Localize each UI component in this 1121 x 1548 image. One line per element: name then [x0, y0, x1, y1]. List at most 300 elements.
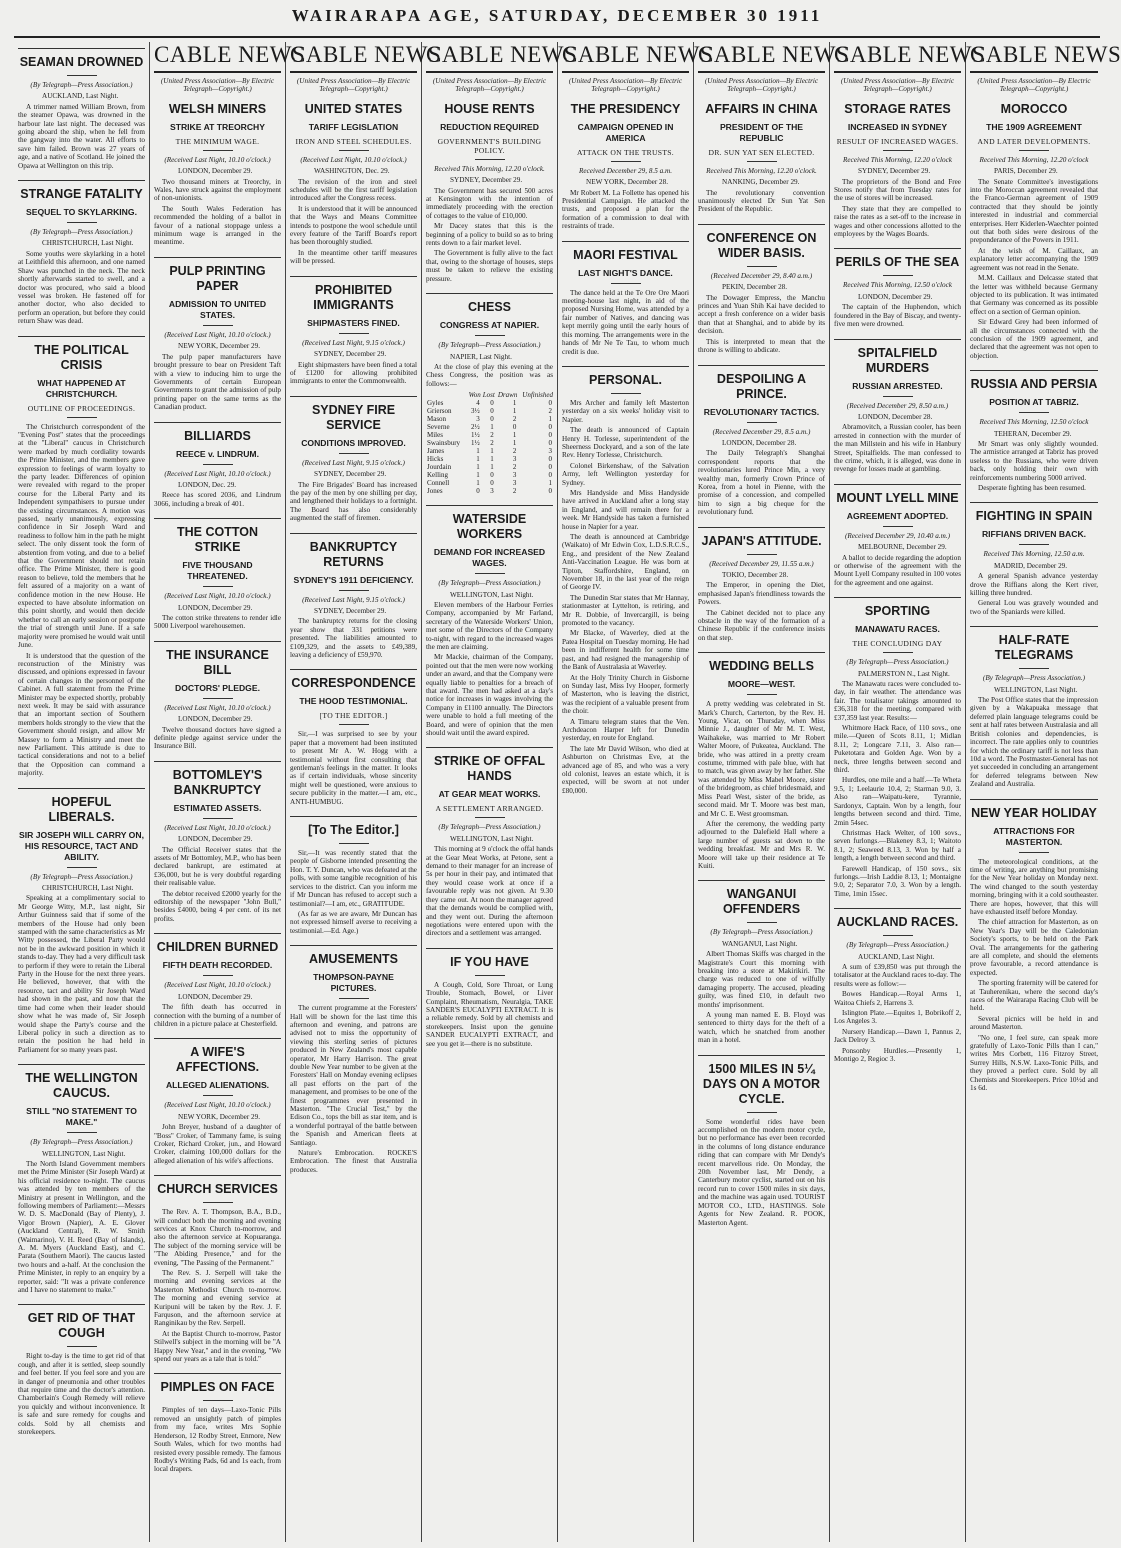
article-subheadline: CONGRESS AT NAPIER.	[439, 320, 540, 331]
cable-news-heading: CABLE NEWS	[834, 42, 961, 73]
article-deck: THE MINIMUM WAGE.	[175, 136, 260, 146]
article-paragraph: The Dunedin Star states that Mr Hannay, stationmaster at Lyttelton, is retiring, and Mr R. Dobbie, of Invercargill, is being promoted to the vacancy.	[562, 593, 689, 628]
article-paragraph: The Official Receiver states that the assets of Mr Bottomley, M.P., who has been declared bankrupt, are estimated at £36,000, but he is very doubtful regarding their realisable value.	[154, 845, 281, 888]
article-headline: BOTTOMLEY'S BANKRUPTCY	[172, 767, 263, 797]
article-paragraph: The sporting fraternity will be catered for at Tauherenikau, where the second day's races of the Wairarapa Racing Club will be held.	[970, 979, 1098, 1013]
article-deck: GOVERNMENT'S BUILDING POLICY.	[437, 136, 542, 155]
article-dateline: WELLINGTON, Last Night.	[42, 1149, 126, 1158]
table-cell: 2	[548, 407, 552, 416]
table-cell: 2	[512, 463, 517, 472]
article-paragraph: They state that they are compelled to raise the rates as a set-off to the increase in wages and other concessions allotted to the employees by the Wages Boards.	[834, 204, 961, 239]
newspaper-column	[830, 42, 986, 1542]
article-source: Received This Morning, 12.20 o'clock	[979, 155, 1089, 164]
article	[154, 933, 281, 1028]
column-rule	[698, 880, 825, 881]
article-source: (By Telegraph—Press Association.)	[982, 674, 1086, 683]
article	[562, 102, 689, 231]
article	[698, 224, 825, 355]
column-rule	[970, 626, 1098, 627]
column-rule	[18, 1304, 145, 1305]
article	[426, 948, 553, 1048]
article-subheadline: SIR JOSEPH WILL CARRY ON, HIS RESOURCE, TACT AND ABILITY.	[19, 829, 144, 862]
article	[970, 370, 1098, 492]
article-headline: THE PRESIDENCY	[570, 101, 681, 116]
short-rule	[747, 694, 777, 695]
table-cell: 3	[512, 471, 517, 480]
short-rule	[203, 1202, 233, 1203]
article-dateline: PALMERSTON N., Last Night.	[858, 669, 950, 678]
article-paragraph: A sum of £39,850 was put through the totalisator at the Auckland races to-day. The results were as follow:—	[834, 962, 961, 988]
article-headline: SPITALFIELD MURDERS	[857, 345, 938, 375]
short-rule	[747, 266, 777, 267]
article-paragraph: Eight shipmasters have been fined a total of £1200 for allowing prohibited immigrants to enter the Commonwealth.	[290, 360, 417, 386]
short-rule	[67, 222, 97, 223]
article-deck: DR. SUN YAT SEN ELECTED.	[708, 147, 815, 157]
article-subheadline: LAST NIGHT'S DANCE.	[578, 267, 673, 278]
short-rule	[203, 150, 233, 151]
table-cell: 0	[548, 439, 552, 448]
table-cell: 0	[490, 471, 494, 480]
article-paragraph: Mr Mackie, chairman of the Company, pointed out that the men were now working under an award, and that the Company were equally liable to penalties for a breach of that award. The men had asked at a day's notice for increases in wages involving the Company in £1100 annually. The Directors were unable to hold a full meeting of the Board, and were of opinion that the men should wait until the award expired.	[426, 653, 553, 738]
table-cell: 1½	[471, 439, 480, 448]
column-rule	[290, 276, 417, 277]
short-rule	[1019, 412, 1049, 413]
column-rule	[834, 248, 961, 249]
article-dateline: SYDNEY, December 29.	[314, 606, 387, 615]
article	[834, 484, 961, 587]
article-headline: AUCKLAND RACES.	[836, 915, 959, 930]
short-rule	[611, 393, 641, 394]
short-rule	[883, 396, 913, 397]
article-paragraph: Mr Robert M. La Follette has opened his Presidential Campaign. He attacked the trusts, and proposed a plan for the formation of a commission to deal with restraints of trade.	[562, 188, 689, 231]
article-dateline: SYDNEY, December 29.	[450, 176, 523, 185]
article-source: Received This Morning, 12.20 o'clock.	[434, 164, 545, 173]
cable-copyright-note: (United Press Association—By Electric Telegraph—Copyright.)	[568, 77, 683, 94]
article-paragraph: The Government has secured 500 acres at Kensington with the intention of immediately proceeding with the erection of cottages to the value of £10,000.	[426, 186, 553, 220]
article-source: (Received Last Night, 10.10 o'clock.)	[300, 155, 407, 164]
article-source: (By Telegraph—Press Association.)	[30, 872, 133, 881]
article-paragraph: Mr Dacey states that this is the beginning of a policy to build so as to bring rents down to a fair market level.	[426, 222, 553, 248]
article-source: Received December 29, 8.5 a.m.	[579, 166, 672, 175]
article-paragraph: The bankruptcy returns for the closing year show that 331 petitions were presented. The liabilities amounted to £109,329, and the assets to £49,389, leaving a deficiency of £59,970.	[290, 617, 417, 659]
article	[154, 761, 281, 923]
article-paragraph: Farewell Handicap, of 150 sovs., six furlongs.—Irish Laddie 8.13, 1; Montaigne 9.0, 2; Separator 7.0, 3. Won by a length. Time, 1min 15sec.	[834, 864, 961, 898]
short-rule	[747, 1112, 777, 1113]
article-source: (Received Last Night, 10.10 o'clock.)	[164, 469, 271, 478]
table-cell: 1½	[471, 431, 480, 440]
article-source: (Received December 29, 8.40 a.m.)	[710, 271, 813, 280]
column-rule	[426, 747, 553, 748]
chess-results-table	[426, 391, 553, 495]
column-rule	[970, 799, 1098, 800]
table-cell: 1	[512, 439, 517, 448]
article-source: (Received Last Night, 10.10 o'clock.)	[164, 592, 271, 601]
table-header-cell	[426, 391, 467, 399]
article-dateline: CHRISTCHURCH, Last Night.	[42, 239, 134, 248]
short-rule	[747, 161, 777, 162]
table-row	[426, 423, 553, 431]
column-rule	[426, 948, 553, 949]
column-rule	[426, 293, 553, 294]
article	[154, 102, 281, 247]
column-rule	[154, 1038, 281, 1039]
article-paragraph: Eleven members of the Harbour Ferries Company, accompanied by Mr Farland, secretary of the Waterside Workers' Union, met some of the Directors of the Company to-night, with regard to the increased wages the men are claiming.	[426, 600, 553, 651]
article-subheadline: DOCTORS' PLEDGE.	[175, 682, 260, 693]
article-paragraph: General Lou was gravely wounded and two of the Spaniards were killed.	[970, 599, 1098, 616]
article	[698, 1055, 825, 1227]
article-paragraph: The captain of the Huphendon, which foundered in the Bay of Biscay, and twenty-five men were drowned.	[834, 303, 961, 329]
short-rule	[747, 922, 777, 923]
article-source: (By Telegraph—Press Association.)	[30, 228, 133, 237]
table-cell: Miles	[427, 431, 443, 440]
article-paragraph: The death is announced at Cambridge (Waikato) of Mr Edwin Cox, L.D.S.R.C.S., Eng., and president of the New Zealand Anti-Vaccination League. He was born at Tipton, Staffordshire, England, on November 18, in the last year of the reign of George IV.	[562, 533, 689, 592]
article-deck: OUTLINE OF PROCEEDINGS.	[27, 403, 136, 413]
column-rule	[18, 1064, 145, 1065]
article-source: (By Telegraph—Press Association.)	[846, 658, 949, 667]
article-paragraph: A trimmer named William Brown, from the steamer Opawa, was drowned in the harbour late last night. The deceased was going aboard the ship, when he fell from the gangway into the water. All efforts to save him failed. Brown was 27 years of age, and a native of Scotland. He joined the Opawa at Wellington on this trip.	[18, 102, 145, 170]
article-headline: CHILDREN BURNED	[156, 940, 279, 955]
article-subheadline: WHAT HAPPENED AT CHRISTCHURCH.	[37, 377, 126, 399]
article-paragraph: The Rev. S. J. Serpell will take the morning and evening services at the Masterton Methodist Church to-morrow. The morning and evening service at Kuripuni will be taken by the Rev. J. F. Farquson, and the afternoon service at Ranginikau by the Rev. Serpell.	[154, 1269, 281, 1328]
article-headline: WELSH MINERS	[168, 101, 267, 116]
article-source: (By Telegraph—Press Association.)	[710, 928, 813, 937]
table-header-cell: Unfinished	[522, 391, 553, 400]
article-deck: AND LATER DEVELOPMENTS.	[977, 136, 1091, 146]
article-paragraph: "No one, I feel sure, can speak more gratefully of Laxo-Tonic Pills than I can," writes Mrs Corbett, 116 Fitzroy Street, Surrey Hills, N.S.W. Laxo-Tonic Pills, and they proved a perfect cure. Sold by all Chemists and Storekeepers. Price 10½d and 1s 6d.	[970, 1033, 1098, 1093]
article-headline: PROHIBITED IMMIGRANTS	[313, 282, 394, 312]
column-rule	[18, 48, 145, 49]
article-headline: PERILS OF THE SEA	[835, 255, 960, 270]
short-rule	[67, 1132, 97, 1133]
table-cell: 3	[490, 487, 494, 496]
article-headline: HOPEFUL LIBERALS.	[48, 794, 115, 824]
article-headline: PIMPLES ON FACE	[160, 1380, 275, 1395]
article-paragraph: Mr Blacke, of Waverley, died at the Patea Hospital on Tuesday morning. He had been in indifferent health for some time past, and had resigned the managership of the Bank of Australasia at Waverley.	[562, 629, 689, 672]
article-paragraph: After the ceremony, the wedding party adjourned to the Dalefield Hall where a large number of guests sat down to the wedding breakfast. Mr and Mrs R. W. Moore will take up their residence at Te Kuiti.	[698, 819, 825, 870]
newspaper-column	[694, 42, 850, 1542]
article-deck: IRON AND STEEL SCHEDULES.	[295, 136, 412, 146]
article-headline: PERSONAL.	[589, 372, 662, 387]
table-cell: 0	[490, 407, 494, 416]
article-dateline: NEW YORK, December 29.	[178, 342, 261, 351]
table-cell: 3	[512, 455, 517, 464]
article-paragraph: In the meantime other tariff measures will be pressed.	[290, 248, 417, 266]
column-rule	[970, 502, 1098, 503]
table-row	[426, 407, 553, 415]
table-row	[426, 415, 553, 423]
column-rule	[290, 533, 417, 534]
article-dateline: LONDON, December 28.	[722, 438, 797, 447]
article-paragraph: Bowes Handicap.—Royal Arms 1, Waitoa Chiefs 2, Harrens 3.	[834, 990, 961, 1007]
article-paragraph: At the Holy Trinity Church in Gisborne on Sunday last, Miss Ivy Hooper, formerly of Masterton, who is leaving the district, was the recipient of a valuable present from the choir.	[562, 673, 689, 716]
short-rule	[339, 724, 369, 725]
table-header-cell: Drawn	[497, 391, 518, 400]
short-rule	[67, 75, 97, 76]
article-subheadline: STRIKE AT TREORCHY	[169, 121, 265, 132]
short-rule	[883, 935, 913, 936]
article-dateline: SYDNEY, December 29.	[858, 167, 931, 176]
short-rule	[67, 1346, 97, 1347]
article-paragraph: The Christchurch correspondent of the "Evening Post" states that the proceedings at the "Liberal" caucus in Christchurch were marked by much cordiality towards the Prime Minister, and the members gave expression to feelings of warm loyalty to the party leader. Differences of opinion were revealed with regard to the proper course for the Liberal Party and its Independent sympathisers to pursue under the existing circumstances. A motion was passed, nearly unanimously, expressing confidence in Sir Joseph Ward and readiness to follow him in the path he might select. The only dissent took the form of abstention from voting, and due to a belief that the Government should not retain office. The Prime Minister, there is good reason to believe, told the members that he felt assured of a majority on a want of confidence motion in the new House. He expected to have absolute information on this point shortly, and would then decide whether to call an early session or postpone the trial of strength until June. If a safe majority were promised he would wait until June.	[18, 422, 145, 650]
newspaper-page	[14, 42, 1121, 1542]
article-subheadline: AT GEAR MEAT WORKS.	[438, 789, 541, 800]
article	[154, 257, 281, 412]
short-rule	[339, 998, 369, 999]
table-cell: Grierson	[427, 407, 452, 416]
article-headline: CHURCH SERVICES	[157, 1182, 278, 1197]
article-headline: FIGHTING IN SPAIN	[975, 509, 1093, 524]
article-paragraph: Mrs Handyside and Miss Handyside have arrived in Auckland after a long stay in England, and will remain there for a week. Mr Handyside has taken a furnished house in Napier for a year.	[562, 488, 689, 531]
column-rule	[290, 816, 417, 817]
article-deck: ATTACK ON THE TRUSTS.	[577, 147, 674, 157]
article-dateline: AUCKLAND, Last Night.	[42, 92, 119, 101]
article-paragraph: This is interpreted to mean that the throne is willing to abdicate.	[698, 337, 825, 355]
article-paragraph: This morning at 9 o'clock the offal hands at the Gear Meat Works, at Petone, sent a demand to their manager for an increase of 5s per hour in their pay, and intimated that they would cease work at once if a favourable reply was not given. At 9.30 they came out. At noon the manager agreed that the demands would be complied with, and they went out. During the afternoon negotiations were entered upon with the directors and a settlement was arranged.	[426, 845, 553, 938]
article-paragraph: The Daily Telegraph's Shanghai correspondent reports that the revolutionaries lured Prince Min, a very wealthy man, formerly Crown Prince of Korea, from a hotel in Pienne, with the promise of a concession, and compelled him to sign a big cheque for the revolutionary fund.	[698, 449, 825, 517]
article-paragraph: Albert Thomas Skiffs was charged in the Magistrate's Court this morning with breaking into a store at Makirikiri. The charge was reduced to one of wilfully damaging property. The accused, pleading guilty, was fined £10, in default two months' imprisonment.	[698, 950, 825, 1009]
short-rule	[339, 333, 369, 334]
table-cell: 0	[512, 423, 517, 432]
article-paragraph: Nursery Handicap.—Dawn 1, Pannus 2, Jack Delroy 3.	[834, 1027, 961, 1045]
article-source: (Received Last Night, 9.15 o'clock.)	[302, 458, 405, 467]
article-subheadline: SEQUEL TO SKYLARKING.	[26, 207, 137, 218]
table-row	[426, 431, 553, 439]
article-headline: IF YOU HAVE	[450, 954, 529, 969]
cable-copyright-note: (United Press Association—By Electric Telegraph—Copyright.)	[160, 77, 275, 94]
article-dateline: AUCKLAND, Last Night.	[858, 952, 935, 961]
table-cell: 1	[476, 463, 480, 472]
article	[834, 248, 961, 328]
article-paragraph: A young man named E. B. Floyd was sentenced to thirty days for the theft of a watch, which he snatched from another man in a hotel.	[698, 1011, 825, 1045]
article-paragraph: The Manawatu races were concluded to-day, in fair weather. The attendance was fair. The totalisator takings amounted to £36,318 for the meeting, compared with £37,359 last year. Results:—	[834, 680, 961, 722]
article-dateline: LONDON, December 29.	[178, 715, 253, 724]
cable-copyright-note: (United Press Association—By Electric Telegraph—Copyright.)	[704, 77, 819, 94]
table-header-cell: Won	[468, 391, 481, 400]
short-rule	[203, 1095, 233, 1096]
column-rule	[154, 1373, 281, 1374]
column-rule	[154, 761, 281, 762]
column-rule	[290, 396, 417, 397]
column-rule	[290, 669, 417, 670]
article-paragraph: Hurdles, one mile and a half.—Te Wheta 9.5, 1; Leelaurie 10.4, 2; Starman 9.0, 3. Also ran—Waipatu-kere, Tyrannie, Sardonyx, Captain. Won by a length, four lengths between second and third. Time, 2min 54sec.	[834, 776, 961, 827]
article-dateline: LONDON, December 28.	[858, 412, 933, 421]
article	[834, 102, 961, 239]
article-source: (Received December 29, 8.5 a.m.)	[712, 427, 811, 436]
article-paragraph: The South Wales Federation has recommended the holding of a ballot in favour of a national stoppage unless a minimum wage is arranged in the meantime.	[154, 204, 281, 247]
article	[698, 527, 825, 643]
table-cell: 0	[548, 431, 552, 440]
article-headline: THE INSURANCE BILL	[166, 647, 269, 677]
table-cell: 1	[490, 463, 494, 472]
short-rule	[747, 554, 777, 555]
article-headline: GET RID OF THAT COUGH	[27, 1311, 136, 1341]
article-subheadline: REVOLUTIONARY TACTICS.	[703, 406, 820, 417]
article	[18, 788, 145, 1055]
table-cell: 1	[490, 423, 494, 432]
article-source: (Received December 29, 10.40 a.m.)	[845, 531, 950, 540]
article-headline: STRANGE FATALITY	[20, 187, 143, 202]
article-headline: AMUSEMENTS	[309, 952, 398, 967]
short-rule	[339, 453, 369, 454]
article	[290, 533, 417, 660]
article-paragraph: Nature's Embrocation. ROCKE'S Embrocation. The finest that Australia produces.	[290, 1149, 417, 1174]
article-headline: A WIFE'S AFFECTIONS.	[175, 1045, 260, 1075]
article	[970, 626, 1098, 788]
newspaper-column	[14, 42, 150, 1542]
column-rule	[154, 518, 281, 519]
article-source: Received This Morning, 12.50 o'clock	[843, 281, 952, 290]
article	[698, 365, 825, 517]
article-subheadline: CONDITIONS IMPROVED.	[301, 437, 406, 448]
newspaper-column	[558, 42, 714, 1542]
article	[834, 339, 961, 474]
short-rule	[1019, 150, 1049, 151]
article-subheadline: SYDNEY'S 1911 DEFICIENCY.	[293, 574, 414, 585]
article-headline: DESPOILING A PRINCE.	[716, 371, 807, 401]
article-paragraph: At the Baptist Church to-morrow, Pastor Stilwell's subject in the morning will be "A Happy New Year," and in the evening, "We spend our years as a tale that is told."	[154, 1329, 281, 1364]
newspaper-column	[966, 42, 1121, 1542]
table-cell: 1	[490, 455, 494, 464]
table-cell: 1	[512, 431, 517, 440]
article-paragraph: The Government is fully alive to the fact that, owing to the shortage of houses, steps must be taken to relieve the existing pressure.	[426, 249, 553, 283]
table-cell: James	[427, 447, 445, 456]
short-rule	[203, 698, 233, 699]
article-subheadline: CAMPAIGN OPENED IN AMERICA	[577, 121, 674, 143]
article-headline: CORRESPONDENCE	[291, 676, 416, 691]
cable-news-heading: CABLE NEWS	[290, 42, 417, 73]
column-rule	[18, 180, 145, 181]
article-paragraph: The Senate Committee's investigations into the Moroccan agreement revealed that the Franco-German agreement of 1909 contracted that they should be jointly interested in industrial and commercial enterprises. Herr Kiderlen-Waechter pointed out that both sides were desirous of the preponderance of the Powers in 1911.	[970, 177, 1098, 245]
article-paragraph: Desperate fighting has been resumed.	[978, 484, 1086, 492]
short-rule	[1019, 544, 1049, 545]
cable-news-heading: CABLE NEWS	[426, 42, 553, 73]
masthead-rule	[14, 36, 1100, 38]
article	[154, 1373, 281, 1473]
article-deck: THE CONCLUDING DAY	[852, 639, 943, 649]
table-cell: 1	[476, 455, 480, 464]
article-subheadline: FIVE THOUSAND THREATENED.	[182, 560, 253, 582]
article-paragraph: Sir Edward Grey had been informed of all the circumstances connected with the conclusion of the 1909 agreement, and declared that the agreement was not open to objection.	[970, 318, 1098, 360]
article-paragraph: A Cough, Cold, Sore Throat, or Lung Trouble, Stomach, Bowel, or Liver Complaint, Rheumatism, Neuralgia, TAKE SANDER'S EUCALYPTI EXTRACT. It is a reliable remedy. Sold by all chemists and storekeepers. Insist upon the genuine SANDER EUCALYPTI EXTRACT, and see you get it—there is no substitute.	[426, 980, 553, 1048]
column-rule	[562, 241, 689, 242]
table-cell: 3	[476, 415, 480, 424]
article-subheadline: ESTIMATED ASSETS.	[173, 802, 262, 813]
article-paragraph: The Fire Brigades' Board has increased the pay of the men by one shilling per day, and lengthened their holidays to a fortnight. The Board has also considerably augmented the staff of firemen.	[290, 480, 417, 523]
table-cell: Hicks	[427, 455, 444, 464]
article-deck: A SETTLEMENT ARRANGED.	[435, 804, 544, 814]
table-cell: Connell	[427, 479, 450, 488]
article	[970, 102, 1098, 360]
article-paragraph: It is understood that the question of the reconstruction of the Ministry was discussed, and opinions expressed in favour of certain changes in the personnel of the Cabinet. A full statement from the Prime Minister may be expected shortly, probably next week. It may be said with assurance that an important section of Southern members holds strongly to the view that the Government should resign, and allow Mr Massey to form a Ministry and meet the new Parliament. This attitude is due to tactical considerations and not to a belief that the Opposition can command a majority.	[18, 651, 145, 778]
table-cell: 2	[490, 431, 494, 440]
article-dateline: WELLINGTON, Last Night.	[994, 685, 1078, 694]
article	[154, 518, 281, 631]
article-dateline: LONDON, Dec. 29.	[178, 480, 237, 489]
article-paragraph: John Breyer, husband of a daughter of "Boss" Croker, of Tammany fame, is suing Croker, Richard Croker, jun., and Howard Croker, claiming 100,000 dollars for the alleged alienation of his wife's affections.	[154, 1123, 281, 1165]
table-cell: 3½	[471, 407, 480, 416]
article-subheadline: THE HOOD TESTIMONIAL.	[299, 696, 408, 707]
short-rule	[67, 867, 97, 868]
short-rule	[747, 422, 777, 423]
article-headline: HOUSE RENTS	[444, 101, 535, 116]
table-cell: 0	[490, 415, 494, 424]
article-subheadline: FIFTH DEATH RECORDED.	[162, 960, 273, 971]
article-source: (By Telegraph—Press Association.)	[846, 941, 949, 950]
article-source: (By Telegraph—Press Association.)	[30, 81, 133, 89]
article-source: (Received Last Night, 10.10 o'clock.)	[164, 981, 271, 990]
table-cell: 1	[476, 479, 480, 488]
article	[426, 293, 553, 495]
article	[18, 180, 145, 325]
article-subheadline: THE 1909 AGREEMENT	[986, 121, 1082, 132]
article-paragraph: The current programme at the Foresters' Hall will be shown for the last time this afternoon and evening, and patrons are advised not to miss the opportunity of viewing this sterling series of pictures produced in New Zealand's most capable operator, Mr Harry Harrison. The great double New Year number to be given at the Foresters' Hall on Monday evening eclipses all past efforts on the part of the management, and promises to be one of the finest programmes ever presented in Masterton. "The Crucial Test," by the Edison Co., tops the bill as star item, and is a wonderful portrayal of the battle between the Spanish and American fleets at Santiago.	[290, 1004, 417, 1147]
article-paragraph: (As far as we are aware, Mr Duncan has not expressed himself averse to receiving a testimonial.—Ed. Age.)	[290, 909, 417, 935]
article-paragraph: A pretty wedding was celebrated in St. Mark's Church, Carterton, by the Rev. H. Young, Vicar, on Thursday, when Miss Minnie J., daughter of Mr M. T. West, Waihakeke, was married to Mr Robert Walter Moore, of Pukeatea, Auckland. The bride, who was attired in a pretty cream costume, trimmed with pale blue, with hat to match, was given away by her father. She was attended by Miss Mabel Moore, sister of the bridegroom, as chief bridesmaid, and Miss Pearl West, sister of the bride, as second maid. Mr T. Moore was best man, and Mr C. E. West groomsman.	[698, 700, 825, 818]
article	[426, 102, 553, 283]
table-row	[426, 447, 553, 455]
article-subheadline: REECE v. LINDRUM.	[176, 448, 259, 459]
article-paragraph: A Timaru telegram states that the Ven. Archdeacon Harper left for Dunedin yesterday, en route for England.	[562, 717, 689, 743]
column-rule	[154, 422, 281, 423]
article-paragraph: The late Mr David Wilson, who died at Ashburton on Christmas Eve, at the advanced age of 85, and who was a very old colonist, leaves an estate which, it is expected, will be sworn at not under £80,000.	[562, 744, 689, 795]
table-cell: 1	[512, 407, 517, 416]
short-rule	[883, 275, 913, 276]
cable-copyright-note: (United Press Association—By Electric Telegraph—Copyright.)	[840, 77, 955, 94]
table-cell: 0	[476, 487, 480, 496]
article	[698, 880, 825, 1044]
article-source: (Received Last Night, 10.10 o'clock.)	[164, 1101, 271, 1110]
article-headline: UNITED STATES	[304, 101, 403, 116]
table-cell: 1	[476, 447, 480, 456]
article-paragraph: Christmas Hack Welter, of 100 sovs., seven furlongs.—Blakeney 8.3, 1; Waitoto 8.1, 2; Seaweed 8.13, 3. Won by half a length, a length between second and third.	[834, 828, 961, 863]
column-rule	[154, 641, 281, 642]
article-dateline: WELLINGTON, Last Night.	[450, 834, 534, 843]
article-source: (By Telegraph—Press Association.)	[438, 341, 541, 350]
article-paragraph: The cotton strike threatens to render idle 5000 Liverpool warehousemen.	[154, 613, 281, 631]
table-row	[426, 455, 553, 463]
article-dateline: LONDON, December 29.	[858, 292, 933, 301]
short-rule	[475, 975, 505, 976]
table-cell: Jourdain	[427, 463, 452, 472]
article-dateline: TEHERAN, December 29.	[994, 429, 1072, 438]
article-paragraph: At the close of play this evening at the Chess Congress, the position was as follows:—	[426, 362, 553, 388]
table-cell: 0	[548, 423, 552, 432]
article-dateline: NEW YORK, December 28.	[586, 178, 669, 187]
article-source: (Received December 29, 8.50 a.m.)	[846, 401, 949, 410]
column-rule	[834, 484, 961, 485]
article-paragraph: Ponsonby Hurdles.—Presently 1, Montigo 2, Regioc 3.	[834, 1046, 961, 1064]
article-source: Received This Morning, 12.50 o'clock	[979, 418, 1089, 427]
short-rule	[611, 283, 641, 284]
article-subheadline: TARIFF LEGISLATION	[308, 121, 399, 132]
table-cell: 2	[512, 415, 517, 424]
article-source: Received This Morning, 12.20 o'clock.	[706, 166, 817, 175]
article-dateline: SYDNEY, December 29.	[314, 470, 387, 479]
table-row	[426, 399, 553, 407]
article-paragraph: The Rev. A. T. Thompson, B.A., B.D., will conduct both the morning and evening services at Knox Church to-morrow, and also the afternoon service at Kopuaranga. The subject of the morning service will be "The Abiding Presence," and for the evening, "The Passing of the Permanent."	[154, 1208, 281, 1267]
short-rule	[475, 159, 505, 160]
table-cell: 3	[548, 447, 552, 456]
table-row	[426, 479, 553, 487]
article-source: Received This Morning, 12.50 a.m.	[983, 550, 1085, 559]
column-rule	[698, 224, 825, 225]
article-headline: CHESS	[467, 300, 512, 315]
table-cell: 0	[548, 487, 552, 496]
article-dateline: LONDON, December 29.	[178, 603, 253, 612]
table-row	[426, 487, 553, 495]
column-rule	[562, 366, 689, 367]
article-dateline: TOKIO, December 28.	[722, 570, 789, 579]
